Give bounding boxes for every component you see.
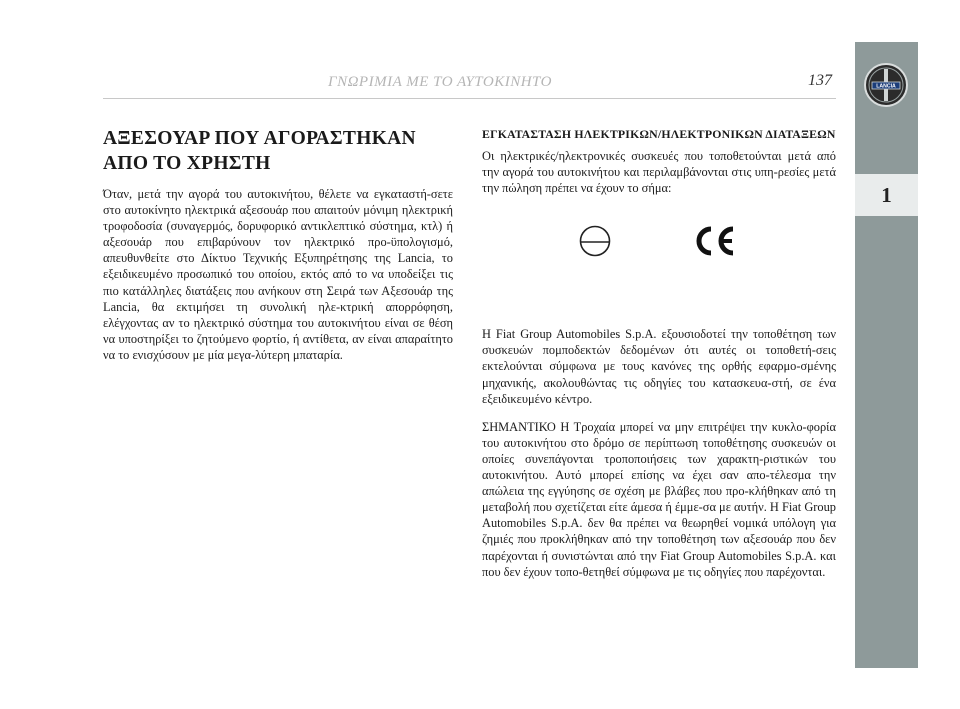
page-number: 137 bbox=[808, 72, 832, 89]
accessories-paragraph: Όταν, μετά την αγορά του αυτοκινήτου, θέλετε να εγκαταστή-σετε στο αυτοκίνητο ηλεκτρικά αξεσουάρ που απαιτούν μόνιμη ηλεκτρική τροφοδοσία (συναγερμός, δορυφορικό αντικλεπτικό σύστημα, κτλ) ή αξεσουάρ που επιβαρύνουν τον ηλεκτρικό προ-ϋπολογισμό, απευθυνθείτε στο Δίκτυο Τεχνικής Εξυπηρέτησης της Lancia, το εξειδικευμένο προσωπικό του οποίου, εκτός από το να υποδείξει τις πιο κατάλληλες διατάξεις που ανήκουν στη Σειρά των Αξεσουάρ της Lancia, θα εκτιμήσει τη συνολική ηλε-κτρική απορρόφηση, ελέγχοντας αν το ηλεκτρικό σύστημα του αυτοκινήτου είναι σε θέση να υποστηρίξει το ζητούμενο φορτίο, ή αντίθετα, αν είναι απαραίτητο να το ενισχύσουν με μία μεγα-λύτερη μπαταρία. bbox=[103, 187, 453, 362]
section-heading-accessories: ΑΞΕΣΟΥΑΡ ΠΟΥ ΑΓΟΡΑΣΤΗΚΑΝ ΑΠΟ ΤΟ ΧΡΗΣΤΗ bbox=[103, 128, 416, 174]
logo-wordmark: LANCIA bbox=[876, 83, 896, 90]
running-header-title: ΓΝΩΡΙΜΙΑ ΜΕ ΤΟ ΑΥΤΟΚΙΝΗΤΟ bbox=[328, 74, 552, 90]
installation-paragraph-important: ΣΗΜΑΝΤΙΚΟ Η Τροχαία μπορεί να μην επιτρέψει την κυκλο-φορία του αυτοκινήτου στο δρόμο σε περίπτωση τοποθέτησης συσκευών οι οποίες συνεπάγονται τροποποιήσεις των χαρακτη-ριστικών του αυτοκινήτου. Αυτό μπορεί επίσης να έχει σαν απο-τέλεσμα την απώλεια της εγγύησης σε σχέση με βλάβες που προ-κλήθηκαν από τη μεταβολή που σχετίζεται είτε άμεσα ή έμμε-σα με αυτήν. Η Fiat Group Automobiles S.p.A. δεν θα πρέπει να θεωρηθεί νομικά υπόλογη για ζημιές που προκλήθηκαν από την τοποθέτηση των αξεσουάρ που δεν παρέχονται ή συνιστώνται από την Fiat Group Automobiles S.p.A. και που δεν έχουν τοπο-θετηθεί σύμφωνα με τις οδηγίες που παρέχονται. bbox=[482, 419, 836, 579]
header-divider bbox=[103, 98, 836, 99]
e-mark-icon bbox=[578, 224, 612, 258]
installation-paragraph-authorization: Η Fiat Group Automobiles S.p.A. εξουσιοδοτεί την τοποθέτηση των συσκευών πομποδεκτών δεδομένων ότι αυτές οι τοποθετή-σεις εκτελούνται σύμφωνα με τους κανόνες της ορθής εφαρμο-σμένης μηχανικής, ακολουθώντας τις οδηγίες του κατασκευα-στή, σε ένα εξειδικευμένο κέντρο. bbox=[482, 327, 836, 406]
section-heading-installation: ΕΓΚΑΤΑΣΤΑΣΗ ΗΛΕΚΤΡΙΚΩΝ/ΗΛΕΚΤΡΟΝΙΚΩΝ ΔΙΑΤΑΞΕΩΝ bbox=[482, 127, 836, 141]
installation-intro: Οι ηλεκτρικές/ηλεκτρονικές συσκευές που τοποθετούνται μετά από την αγορά του αυτοκινήτου και περιλαμβάνονται στις υπη-ρεσίες μετά την πώληση πρέπει να έχουν το σήμα: bbox=[482, 149, 836, 196]
left-column bbox=[103, 126, 453, 363]
lancia-logo-icon bbox=[863, 62, 909, 108]
ce-mark-icon bbox=[692, 225, 738, 257]
approval-symbols bbox=[482, 196, 836, 326]
chapter-sidebar bbox=[855, 42, 918, 668]
right-column bbox=[482, 127, 836, 580]
chapter-number: 1 bbox=[855, 174, 918, 216]
